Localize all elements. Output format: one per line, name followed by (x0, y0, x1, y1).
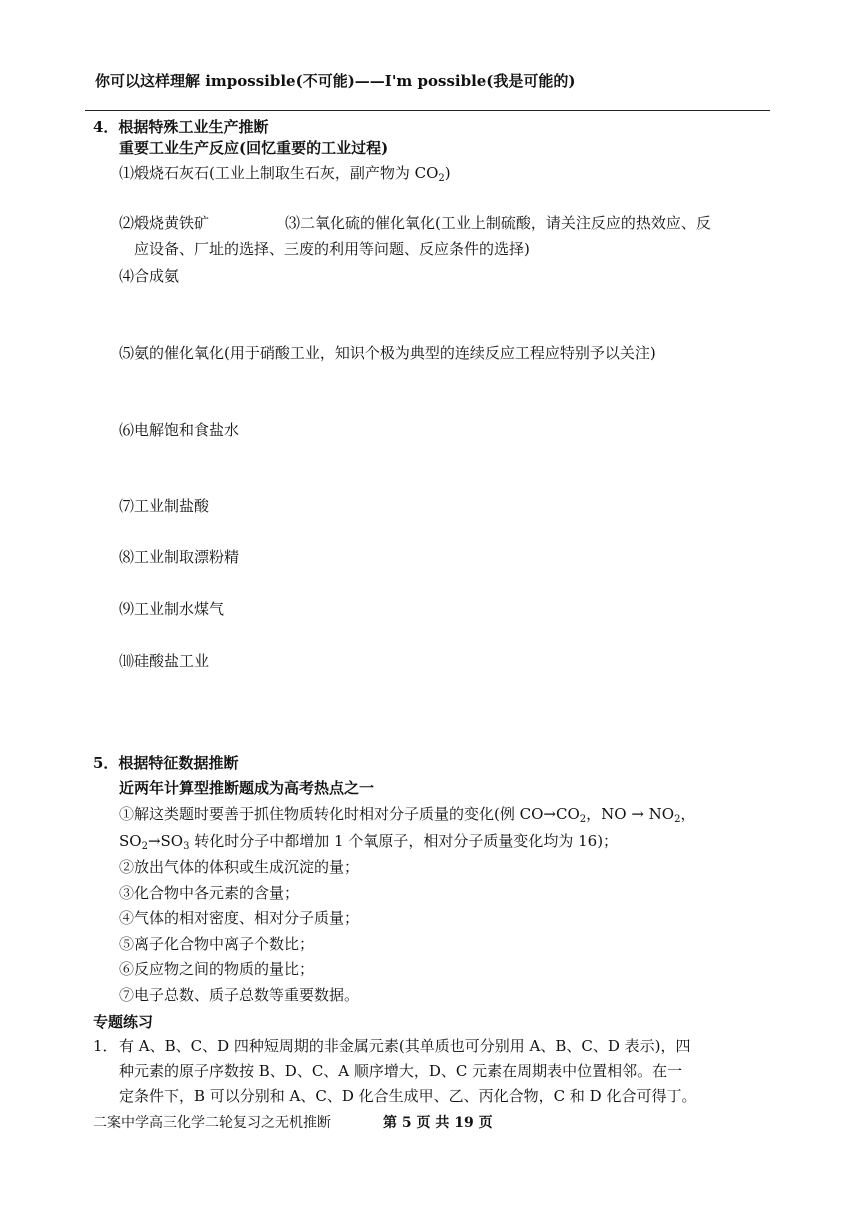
item-9: ⑼工业制水煤气 (119, 600, 225, 618)
section5-subtitle: 近两年计算型推断题成为高考热点之一 (119, 779, 375, 797)
item-10: ⑽硅酸盐工业 (119, 652, 210, 670)
item-6: ⑹电解饱和食盐水 (119, 421, 240, 439)
data-point-2: ②放出气体的体积或生成沉淀的量； (119, 858, 360, 876)
header-rule (85, 110, 770, 111)
p1-sub-g: 2 (141, 841, 148, 852)
p1-sub-d: 2 (674, 814, 681, 825)
item-7: ⑺工业制盐酸 (119, 497, 210, 515)
item-1-close: ) (444, 164, 451, 182)
p1-text-f: SO (119, 832, 142, 850)
data-point-6: ⑥反应物之间的物质的量比； (119, 960, 315, 978)
item-3-line2: 应设备、厂址的选择、三废的利用等问题、反应条件的选择) (134, 240, 530, 258)
item-8: ⑻工业制取漂粉精 (119, 548, 240, 566)
item-3-line1: ⑶二氧化硫的催化氧化(工业上制硫酸，请关注反应的热效应、反 (285, 214, 711, 232)
question-1-line1: 有 A、B、C、D 四种短周期的非金属元素(其单质也可分别用 A、B、C、D 表示)，四 (119, 1037, 691, 1055)
item-1 (119, 162, 451, 183)
practice-title: 专题练习 (93, 1013, 154, 1031)
p1-text-j: 转化时分子中都增加 1 个氧原子，相对分子质量变化均为 16)； (189, 832, 619, 850)
page-number: 第 5 页 共 19 页 (383, 1115, 493, 1131)
item-4: ⑷合成氨 (119, 267, 180, 285)
data-point-5: ⑤离子化合物中离子个数比； (119, 935, 315, 953)
p1-text-h: →SO (147, 832, 184, 850)
data-point-3: ③化合物中各元素的含量； (119, 884, 300, 902)
p1-text-e: ， (680, 805, 696, 823)
section4-title: 4．根据特殊工业生产推断 (93, 118, 269, 136)
item-1-sub: 2 (438, 173, 445, 184)
data-point-1-line2 (119, 830, 618, 851)
footer-title: 二案中学高三化学二轮复习之无机推断 (93, 1115, 331, 1131)
data-point-4: ④气体的相对密度、相对分子质量； (119, 909, 360, 927)
section4-subtitle: 重要工业生产反应(回忆重要的工业过程) (119, 139, 389, 157)
data-point-7: ⑦电子总数、质子总数等重要数据。 (119, 986, 360, 1004)
question-1-line2: 种元素的原子序数按 B、D、C、A 顺序增大，D、C 元素在周期表中位置相邻。在一 (119, 1062, 683, 1080)
item-2: ⑵煅烧黄铁矿 (119, 214, 210, 232)
item-5: ⑸氨的催化氧化(用于硝酸工业，知识个极为典型的连续反应工程应特别予以关注) (119, 344, 656, 362)
item-1-text: ⑴煅烧石灰石(工业上制取生石灰，副产物为 CO (119, 164, 439, 182)
section5-title: 5．根据特征数据推断 (93, 754, 239, 772)
page-header: 你可以这样理解 impossible(不可能)——I'm possible(我是可能的) (95, 72, 576, 90)
p1-sub-i: 3 (183, 841, 190, 852)
p1-text-a: ①解这类题时要善于抓住物质转化时相对分子质量的变化(例 CO→CO (119, 805, 580, 823)
question-1-line3: 定条件下，B 可以分别和 A、C、D 化合生成甲、乙、丙化合物，C 和 D 化合可得丁。 (119, 1087, 697, 1105)
p1-text-c: ，NO → NO (586, 805, 675, 823)
p1-sub-b: 2 (579, 814, 587, 825)
data-point-1-line1 (119, 803, 695, 824)
question-1-number: 1． (93, 1037, 118, 1055)
